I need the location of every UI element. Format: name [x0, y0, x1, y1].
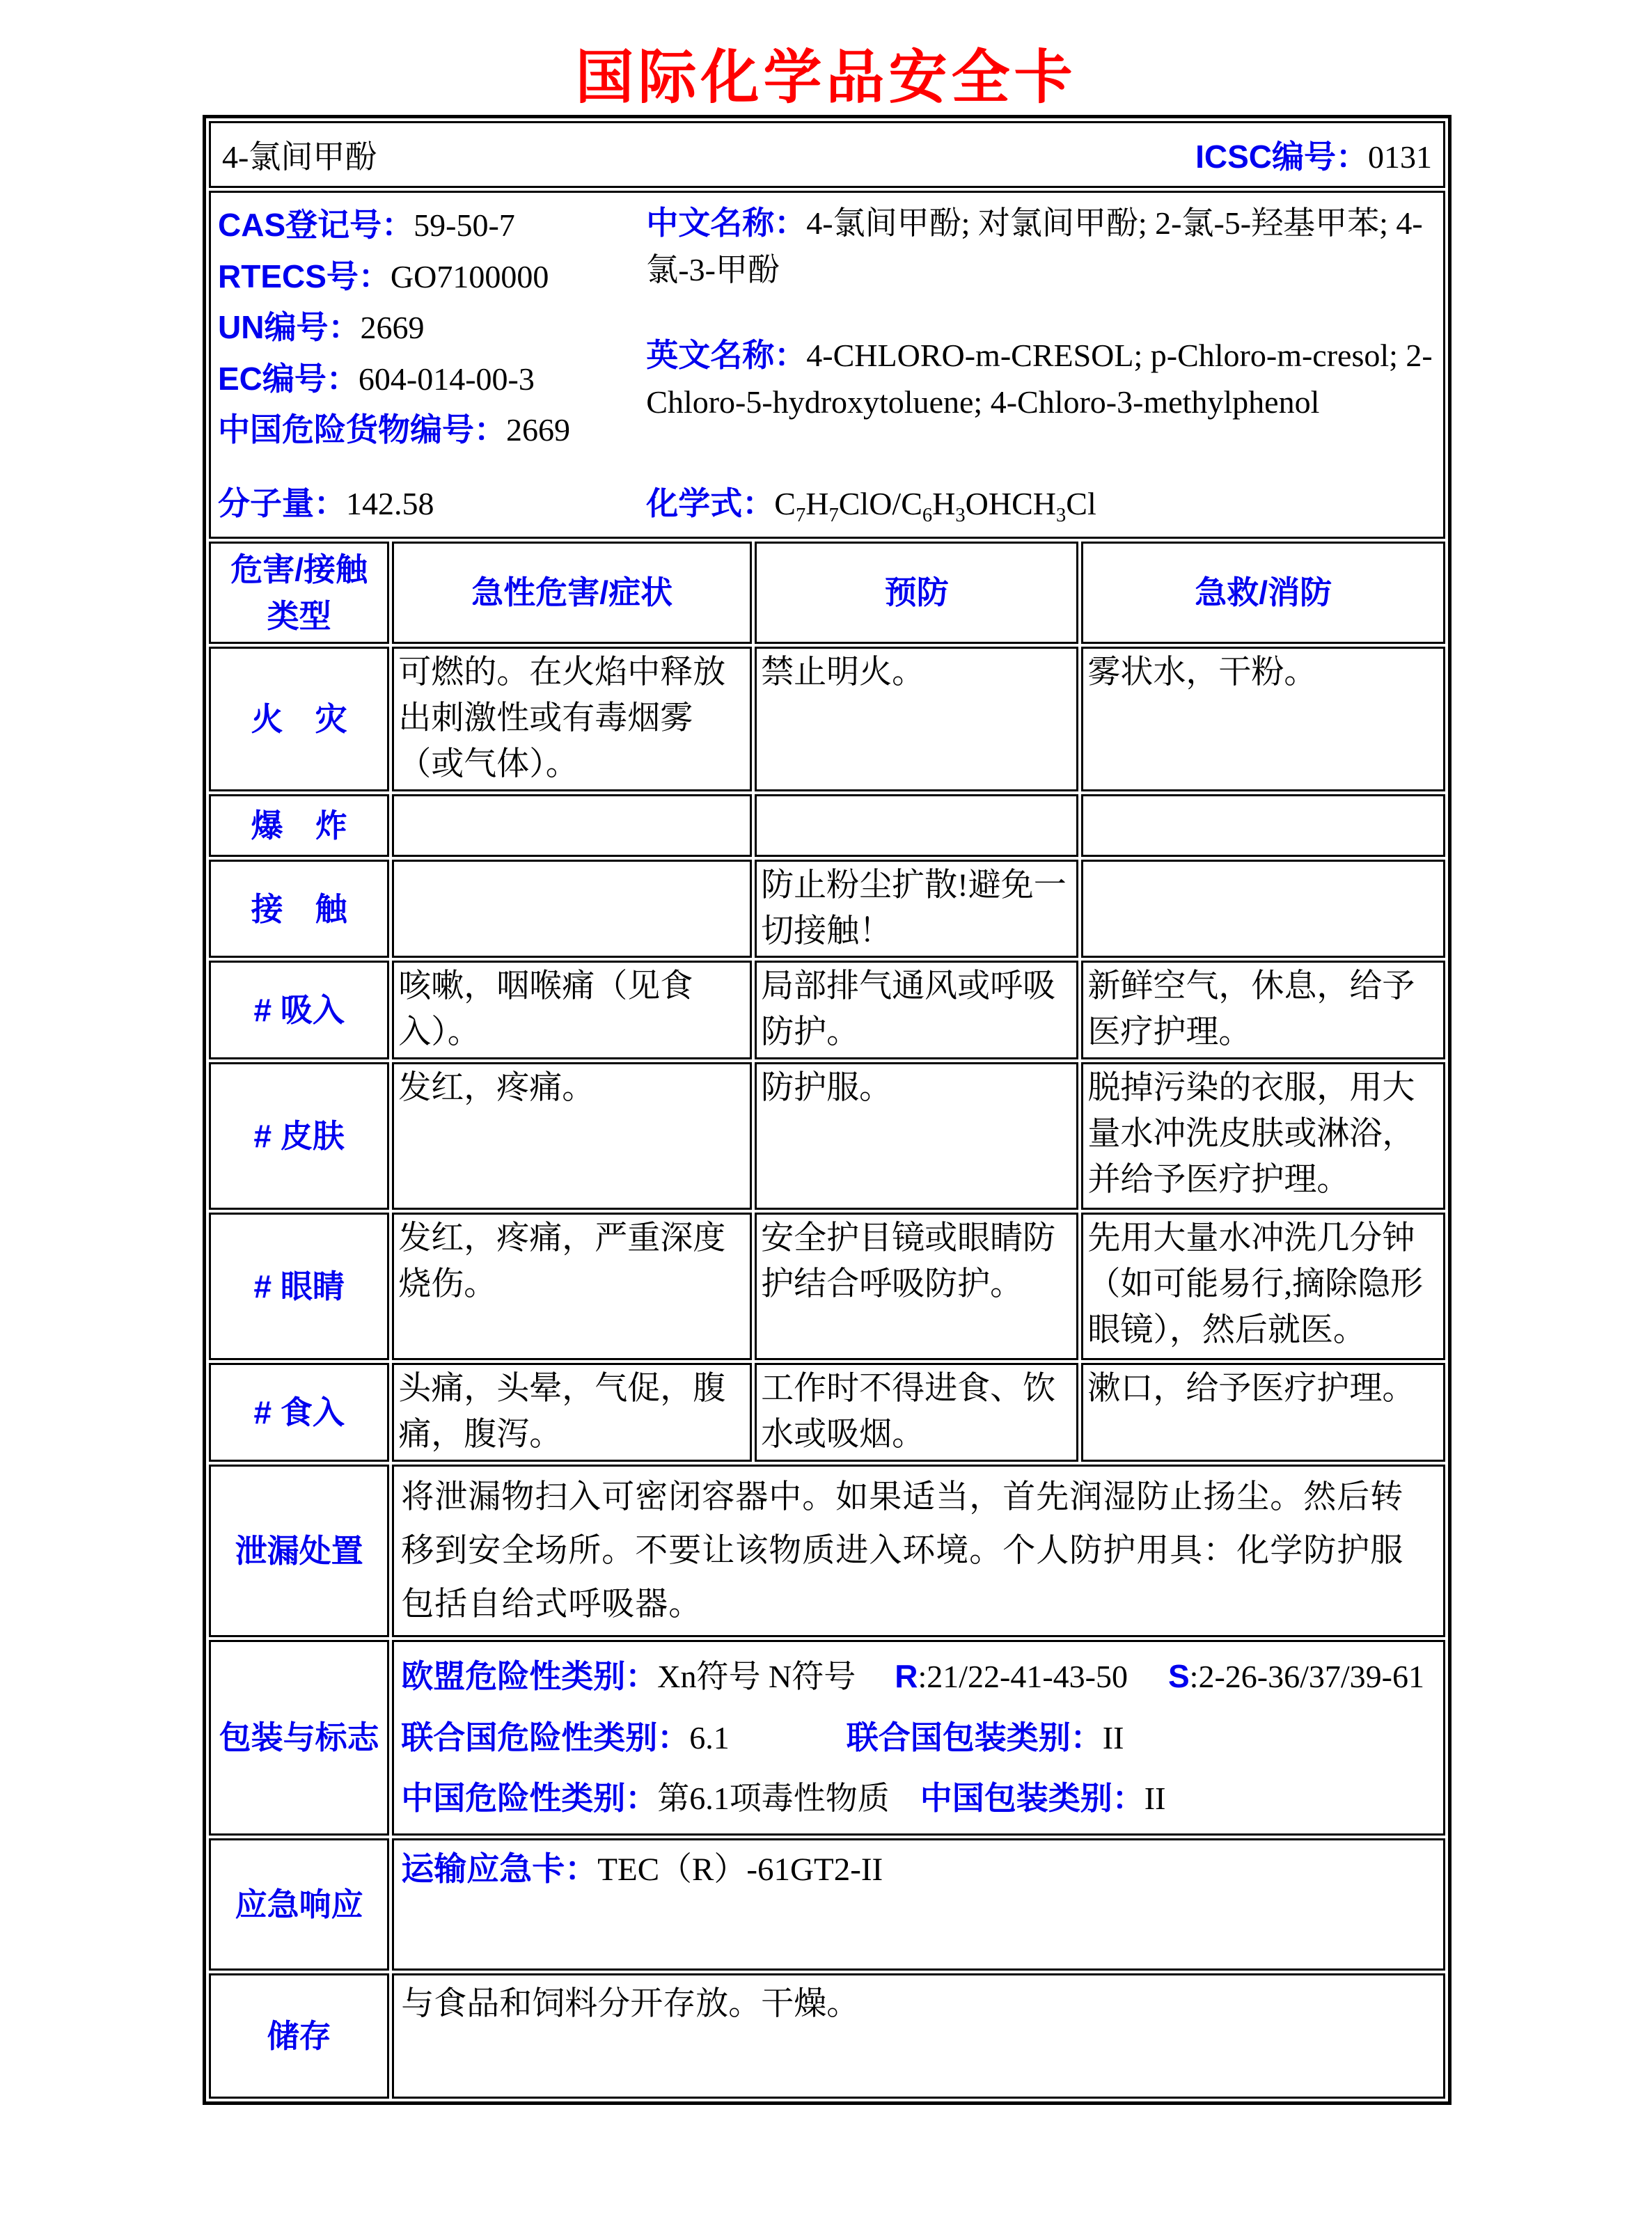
header-hazard-type: 危害/接触类型: [209, 542, 389, 644]
eyes-symptom: 发红，疼痛，严重深度烧伤。: [392, 1213, 752, 1360]
safety-card: [203, 115, 1452, 2105]
hazard-header-row: [209, 542, 1445, 644]
emergency-row: [209, 1838, 1445, 1971]
transport-card-value: TEC（R）-61GT2-II: [597, 1851, 883, 1888]
rtecs-number: RTECS号：GO7100000: [218, 258, 549, 294]
page-title: 国际化学品安全卡: [575, 46, 1077, 111]
fire-symptom: 可燃的。在火焰中释放出刺激性或有毒烟雾（或气体）。: [392, 647, 752, 791]
row-label-inhalation: # 吸入: [209, 961, 389, 1059]
hazard-row-inhalation: [209, 961, 1445, 1059]
icsc-value: 0131: [1368, 139, 1432, 175]
storage-content: 与食品和饲料分开存放。干燥。: [392, 1973, 1445, 2099]
identifiers-section: [209, 191, 1445, 539]
row-label-fire: 火 灾: [209, 647, 389, 791]
hazard-row-skin: [209, 1062, 1445, 1210]
ingestion-first-aid: 漱口，给予医疗护理。: [1081, 1363, 1445, 1462]
packaging-row: [209, 1640, 1445, 1835]
ec-number: EC编号：604-014-00-3: [218, 360, 535, 397]
header-acute-symptoms: 急性危害/症状: [392, 542, 752, 644]
english-name: 英文名称：4-CHLORO-m-CRESOL; p-Chloro-m-cresol; 2-Chloro-5-hydroxytoluene; 4-Chloro-3-methylphenol: [646, 337, 1433, 420]
row-label-explosion: 爆 炸: [209, 794, 389, 857]
eyes-first-aid: 先用大量水冲洗几分钟（如可能易行,摘除隐形眼镜），然后就医。: [1081, 1213, 1445, 1360]
ingestion-prevention: 工作时不得进食、饮水或吸烟。: [755, 1363, 1078, 1462]
hazard-row-eyes: [209, 1213, 1445, 1360]
card-header-row: [209, 121, 1445, 188]
transport-card-label: 运输应急卡：: [401, 1849, 598, 1887]
explosion-prevention: [755, 794, 1078, 857]
eyes-prevention: 安全护目镜或眼睛防护结合呼吸防护。: [755, 1213, 1078, 1360]
s-phrase-label: S: [1167, 1658, 1190, 1695]
identifiers-columns: [218, 200, 1435, 456]
r-phrase-label: R: [895, 1658, 918, 1695]
fire-first-aid: 雾状水，干粉。: [1081, 647, 1445, 791]
un-class-line: 联合国危险性类别：6.1 联合国包装类别：II: [401, 1719, 1124, 1755]
chemical-name: 4-氯间甲酚: [222, 139, 377, 175]
spill-content: 将泄漏物扫入可密闭容器中。如果适当，首先润湿防止扬尘。然后转移到安全场所。不要让该物质进入环境。个人防护用具：化学防护服包括自给式呼吸器。: [392, 1465, 1445, 1637]
molecular-weight: 分子量：142.58: [218, 484, 434, 521]
icsc-number: [1195, 132, 1432, 177]
un-number: UN编号：2669: [218, 309, 425, 346]
skin-symptom: 发红，疼痛。: [392, 1062, 752, 1210]
inhalation-first-aid: 新鲜空气，休息，给予医疗护理。: [1081, 961, 1445, 1059]
chinese-name: 中文名称：4-氯间甲酚; 对氯间甲酚; 2-氯-5-羟基甲苯; 4-氯-3-甲酚: [646, 205, 1423, 287]
cas-number: CAS登记号：59-50-7: [218, 207, 515, 243]
explosion-first-aid: [1081, 794, 1445, 857]
emergency-content: [392, 1838, 1445, 1971]
packaging-label: 包装与标志: [209, 1640, 389, 1835]
exposure-prevention: 防止粉尘扩散!避免一切接触！: [755, 860, 1078, 958]
row-label-exposure: 接 触: [209, 860, 389, 958]
chemical-formula: 化学式：$C_7H_7ClO/C_6H_3OHCH_3Cl$: [646, 484, 1096, 526]
icsc-label: ICSC编号：: [1195, 139, 1368, 175]
hazard-row-explosion: [209, 794, 1445, 857]
skin-first-aid: 脱掉污染的衣服，用大量水冲洗皮肤或淋浴，并给予医疗护理。: [1081, 1062, 1445, 1210]
row-label-eyes: # 眼睛: [209, 1213, 389, 1360]
skin-prevention: 防护服。: [755, 1062, 1078, 1210]
inhalation-prevention: 局部排气通风或呼吸防护。: [755, 961, 1078, 1059]
row-label-skin: # 皮肤: [209, 1062, 389, 1210]
china-dg-number: 中国危险货物编号：2669: [218, 411, 570, 448]
fire-prevention: 禁止明火。: [755, 647, 1078, 791]
exposure-symptom: [392, 860, 752, 958]
hazard-row-fire: [209, 647, 1445, 791]
cn-class-line: 中国危险性类别：第6.1项毒性物质 中国包装类别：II: [401, 1780, 1166, 1817]
exposure-first-aid: [1081, 860, 1445, 958]
hazard-row-ingestion: [209, 1363, 1445, 1462]
chemical-names: [646, 200, 1435, 456]
formula-value: $C_7H_7ClO/C_6H_3OHCH_3Cl$: [774, 485, 1096, 526]
packaging-content: [392, 1640, 1445, 1835]
mw-formula-row: [218, 478, 1435, 527]
eu-hazard-class-line: 欧盟危险性类别：Xn符号 N符号 R:21/22-41-43-50 S:2-26-36/37/39-61: [401, 1658, 1424, 1695]
header-first-aid: 急救/消防: [1081, 542, 1445, 644]
ingestion-symptom: 头痛，头晕，气促，腹痛，腹泻。: [392, 1363, 752, 1462]
registry-numbers: [218, 200, 646, 456]
hazard-row-exposure: [209, 860, 1445, 958]
header-prevention: 预防: [755, 542, 1078, 644]
inhalation-symptom: 咳嗽，咽喉痛（见食入）。: [392, 961, 752, 1059]
storage-row: [209, 1973, 1445, 2099]
row-label-ingestion: # 食入: [209, 1363, 389, 1462]
spill-label: 泄漏处置: [209, 1465, 389, 1637]
emergency-label: 应急响应: [209, 1838, 389, 1971]
spill-row: [209, 1465, 1445, 1637]
storage-label: 储存: [209, 1973, 389, 2099]
explosion-symptom: [392, 794, 752, 857]
